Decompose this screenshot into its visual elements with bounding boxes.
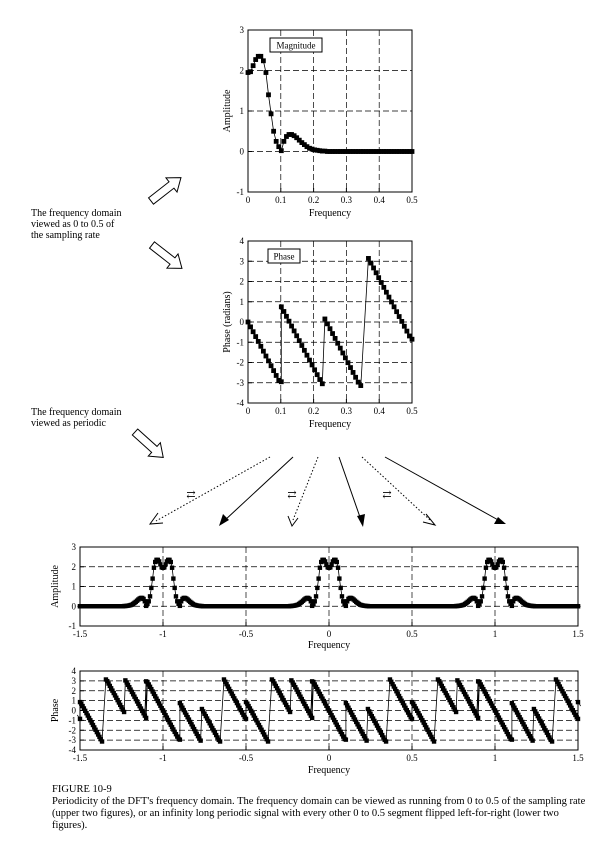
y-tick-label: 2: [71, 561, 76, 572]
chart-magnitude-periodic: [50, 542, 584, 651]
data-point: [410, 149, 415, 154]
data-point: [530, 738, 534, 742]
note-line: viewed as periodic: [31, 418, 106, 429]
data-point: [269, 363, 274, 368]
data-point: [481, 586, 485, 590]
data-point: [317, 377, 322, 382]
x-axis-label: Frequency: [307, 640, 351, 651]
data-point: [251, 63, 256, 68]
data-point: [289, 324, 294, 329]
hollow-arrow-down-right: [146, 238, 187, 276]
data-point: [506, 594, 510, 598]
data-point: [402, 324, 407, 329]
data-point: [510, 604, 514, 608]
x-tick-label: 1: [492, 629, 498, 639]
data-point: [299, 343, 304, 348]
data-point: [410, 337, 415, 342]
data-point: [381, 285, 386, 290]
data-point: [149, 586, 153, 590]
data-point: [348, 365, 353, 370]
y-tick-label: -2: [68, 725, 76, 736]
data-point: [288, 710, 292, 714]
data-point: [328, 326, 333, 331]
data-point: [333, 336, 338, 341]
swap-icon: ⇄: [382, 489, 392, 501]
y-tick-label: -2: [236, 357, 244, 368]
dotted-arrow-2: [293, 457, 318, 520]
x-tick-label: 0.3: [340, 195, 353, 205]
y-axis-label: Amplitude: [50, 565, 61, 608]
x-tick-label: 0: [326, 629, 332, 639]
y-axis-label: Phase: [50, 698, 61, 723]
data-point: [253, 334, 258, 339]
data-point: [246, 320, 251, 325]
x-tick-label: 1.5: [572, 629, 584, 639]
data-point: [307, 358, 312, 363]
note-periodic: [31, 407, 122, 429]
y-tick-label: 4: [71, 666, 76, 676]
data-point: [258, 54, 263, 59]
data-point: [510, 737, 514, 741]
data-point: [340, 594, 344, 598]
solid-arrow-1-head: [219, 514, 229, 526]
y-tick-label: -4: [236, 398, 244, 408]
data-point: [287, 319, 292, 324]
data-point: [384, 739, 388, 743]
data-point: [337, 576, 341, 580]
data-point: [264, 354, 269, 359]
data-point: [171, 576, 175, 580]
y-tick-label: -1: [68, 715, 76, 726]
data-point: [174, 594, 178, 598]
x-tick-label: 0.4: [373, 406, 385, 416]
data-point: [366, 256, 371, 261]
data-point: [100, 739, 104, 743]
x-axis-label: Frequency: [308, 208, 352, 219]
x-tick-label: 1.5: [572, 753, 584, 763]
y-axis-label: Amplitude: [222, 89, 233, 133]
data-point: [504, 586, 508, 590]
x-tick-label: 0: [326, 753, 332, 763]
y-tick-label: 3: [239, 256, 244, 267]
y-tick-label: -1: [236, 337, 244, 348]
data-point: [476, 716, 480, 720]
data-point: [335, 560, 339, 564]
caption-label: FIGURE 10-9: [52, 784, 112, 795]
data-point: [294, 333, 299, 338]
data-point: [147, 599, 151, 603]
data-point: [399, 319, 404, 324]
data-point: [351, 370, 356, 375]
x-tick-label: 0: [245, 195, 251, 205]
x-tick-label: -1: [159, 753, 167, 763]
y-tick-label: 0: [239, 146, 244, 157]
data-point: [482, 576, 486, 580]
y-tick-label: 0: [239, 317, 244, 327]
data-point: [271, 129, 276, 134]
data-point: [454, 710, 458, 714]
data-point: [266, 92, 271, 97]
data-point: [248, 324, 253, 329]
x-tick-label: 0.5: [406, 629, 418, 639]
y-tick-label: 1: [71, 695, 76, 706]
data-point: [150, 576, 154, 580]
data-point: [343, 355, 348, 360]
data-point: [279, 148, 284, 153]
x-axis-label: Frequency: [308, 419, 352, 430]
y-tick-label: -3: [236, 377, 244, 388]
x-tick-label: -1.5: [72, 629, 88, 639]
x-tick-label: -1: [159, 629, 167, 639]
data-point: [315, 372, 320, 377]
data-point: [392, 304, 397, 309]
x-tick-label: 1: [492, 753, 498, 763]
data-point: [78, 717, 82, 721]
data-point: [279, 304, 284, 309]
data-point: [261, 58, 266, 63]
x-tick-label: 0.2: [307, 406, 320, 416]
note-line: The frequency domain: [31, 407, 122, 418]
data-point: [269, 111, 274, 116]
data-point: [335, 341, 340, 346]
solid-arrow-3: [385, 457, 500, 521]
y-tick-label: 2: [239, 65, 244, 76]
data-point: [404, 329, 409, 334]
data-point: [274, 139, 279, 144]
dotted-arrow-1: [156, 457, 270, 521]
y-tick-label: -4: [68, 745, 76, 755]
x-tick-label: 0.5: [406, 406, 418, 416]
note-line: the sampling rate: [31, 230, 100, 241]
data-point: [320, 381, 325, 386]
y-tick-label: 1: [239, 106, 244, 116]
data-point: [172, 586, 176, 590]
data-series: [246, 54, 415, 154]
hollow-arrow-up-right: [145, 171, 186, 209]
x-tick-label: 0: [245, 406, 251, 416]
x-tick-label: 0.1: [275, 406, 287, 416]
data-point: [379, 280, 384, 285]
legend-label: Magnitude: [276, 40, 316, 51]
chart-phase-periodic: [50, 666, 584, 776]
y-tick-label: 0: [71, 601, 76, 612]
data-point: [292, 329, 297, 334]
solid-arrow-3-head: [494, 517, 506, 524]
data-point: [397, 314, 402, 319]
solid-arrow-1: [224, 457, 293, 521]
figure-caption: [52, 784, 592, 832]
data-point: [336, 566, 340, 570]
data-point: [369, 261, 374, 266]
y-tick-label: -3: [68, 735, 76, 746]
data-point: [251, 329, 256, 334]
data-point: [264, 70, 269, 75]
y-tick-label: 4: [239, 236, 244, 246]
data-point: [384, 290, 389, 295]
data-point: [576, 717, 580, 721]
x-tick-label: -1.5: [72, 753, 88, 763]
note-line: viewed as 0 to 0.5 of: [31, 219, 115, 230]
x-tick-label: 0.2: [307, 195, 320, 205]
data-point: [170, 566, 174, 570]
chart-magnitude-range: [222, 25, 418, 219]
data-point: [501, 560, 505, 564]
x-tick-label: -0.5: [238, 753, 254, 763]
y-tick-label: 3: [239, 25, 244, 35]
data-point: [576, 604, 580, 608]
data-point: [122, 710, 126, 714]
x-tick-label: 0.1: [275, 195, 287, 205]
data-point: [389, 300, 394, 305]
fan-arrows: [150, 457, 506, 527]
solid-arrow-2: [339, 457, 361, 520]
data-point: [313, 599, 317, 603]
x-tick-label: 0.5: [406, 195, 418, 205]
y-tick-label: -1: [68, 621, 76, 631]
data-point: [310, 716, 314, 720]
data-point: [432, 739, 436, 743]
data-point: [302, 348, 307, 353]
y-axis-label: Phase (radians): [222, 291, 233, 353]
data-point: [148, 594, 152, 598]
note-line: The frequency domain: [31, 208, 122, 219]
data-point: [322, 317, 327, 322]
data-point: [312, 367, 317, 372]
data-point: [279, 379, 284, 384]
data-point: [344, 604, 348, 608]
data-point: [244, 717, 248, 721]
y-tick-label: 3: [71, 675, 76, 686]
data-point: [284, 314, 289, 319]
data-point: [346, 360, 351, 365]
data-point: [338, 586, 342, 590]
data-point: [325, 321, 330, 326]
data-point: [305, 353, 310, 358]
data-point: [266, 358, 271, 363]
data-point: [316, 576, 320, 580]
data-point: [484, 566, 488, 570]
grid: [248, 30, 412, 192]
data-point: [261, 349, 266, 354]
data-point: [315, 586, 319, 590]
data-point: [371, 266, 376, 271]
data-point: [550, 739, 554, 743]
x-tick-label: 0.5: [406, 753, 418, 763]
data-point: [297, 338, 302, 343]
data-point: [198, 738, 202, 742]
dotted-arrow-3: [362, 457, 430, 520]
data-point: [338, 346, 343, 351]
legend-label: Phase: [273, 251, 295, 262]
data-point: [410, 717, 414, 721]
data-point: [479, 599, 483, 603]
data-point: [178, 604, 182, 608]
swap-icon: ⇄: [287, 489, 297, 501]
caption-text: Periodicity of the DFT's frequency domain. The frequency domain can be viewed as running from 0 to 0.5 of the sampling rate (upper two figures), or an infinity long periodic signal with every other 0 to 0.5 segment flipped left-for-right (lower two figures).: [52, 796, 586, 831]
data-point: [144, 716, 148, 720]
data-point: [374, 270, 379, 275]
data-point: [258, 344, 263, 349]
dotted-arrow-1-head: [150, 513, 163, 524]
data-point: [318, 566, 322, 570]
data-point: [387, 295, 392, 300]
swap-icon: ⇄: [186, 489, 196, 501]
data-point: [376, 275, 381, 280]
data-point: [266, 739, 270, 743]
data-point: [340, 351, 345, 356]
data-point: [503, 576, 507, 580]
data-point: [364, 738, 368, 742]
data-point: [576, 700, 580, 704]
dotted-arrow-2-head: [288, 516, 298, 526]
data-point: [271, 368, 276, 373]
data-point: [281, 309, 286, 314]
data-point: [218, 739, 222, 743]
data-point: [394, 309, 399, 314]
data-point: [248, 69, 253, 74]
note-frequency-range: [31, 208, 122, 241]
data-point: [310, 363, 315, 368]
x-tick-label: 0.4: [373, 195, 385, 205]
data-point: [178, 737, 182, 741]
data-point: [358, 383, 363, 388]
data-point: [314, 594, 318, 598]
hollow-arrow-down-right-lower: [129, 425, 169, 464]
y-tick-label: -1: [236, 187, 244, 197]
y-tick-label: 0: [71, 705, 76, 716]
chart-phase-range: [222, 236, 418, 430]
y-tick-label: 2: [239, 276, 244, 287]
data-point: [169, 560, 173, 564]
x-tick-label: 0.3: [340, 406, 353, 416]
data-point: [502, 566, 506, 570]
y-tick-label: 3: [71, 542, 76, 552]
data-point: [281, 139, 286, 144]
x-tick-label: -0.5: [238, 629, 254, 639]
data-point: [344, 737, 348, 741]
data-point: [330, 331, 335, 336]
data-point: [480, 594, 484, 598]
data-point: [152, 566, 156, 570]
data-point: [353, 375, 358, 380]
data-point: [256, 339, 261, 344]
y-tick-label: 2: [71, 685, 76, 696]
data-point: [274, 373, 279, 378]
solid-arrow-2-head: [357, 514, 365, 527]
y-tick-label: 1: [71, 581, 76, 592]
y-tick-label: 1: [239, 296, 244, 307]
x-axis-label: Frequency: [307, 765, 351, 776]
grid: [248, 241, 412, 403]
